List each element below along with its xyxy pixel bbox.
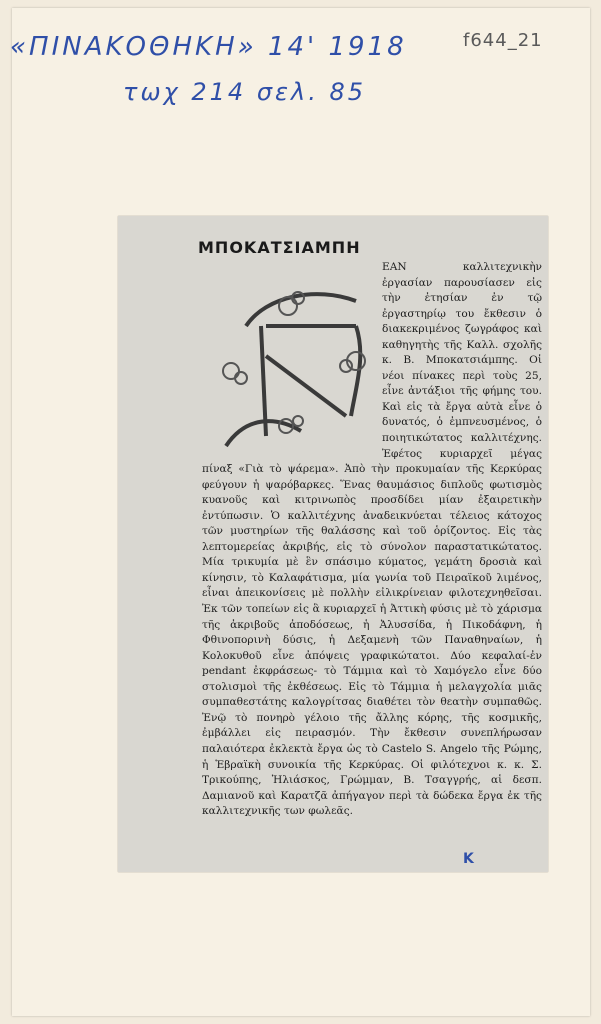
handwritten-title: «ΠΙΝΑΚΟΘΗΚΗ» 14' 1918: [10, 32, 407, 62]
initial-space: [202, 260, 382, 461]
archive-reference: f644_21: [463, 30, 543, 51]
article-body: [202, 260, 542, 865]
article-text: ΕΑΝ καλλιτεχνικὴν ἐργασίαν παρουσίασεν εἰς τὴν ἐτησίαν ἐν τῷ ἐργαστηρίῳ του ἔκθεσιν ὁ διακεκριμένος ζωγράφος καὶ καθηγητὴς τῆς Καλλ. σχολῆς κ. Β. Μποκατσιάμπης. Οἱ νέοι πίνακες περὶ τοὺς 25, εἶνε ἀντάξιοι τῆς φήμης του. Καὶ εἰς τὰ ἔργα αὐτὰ εἶνε ὁ δυνατός, ὁ ἐμπνευσμένος, ὁ ποιητικώτατος καλλιτέχνης. Ἐφέτος κυριαρχεῖ μέγας πίναξ «Γιὰ τὸ ψάρεμα». Ἀπὸ τὴν προκυμαίαν τῆς Κερκύρας φεύγουν ἡ ψαρόβαρκες. Ἕνας θαυμάσιος διπλοῦς φωτισμὸς κυανοῦς καὶ κιτρινωπὸς προσδίδει μίαν ἐξαιρετικὴν ἐντύπωσιν. Ὁ καλλιτέχνης ἀναδεικνύεται τέλειος κάτοχος τῶν μυστηρίων τῆς θαλάσσης καὶ τοῦ ὁρίζοντος. Εἰς τὰς λεπτομερείας ἀκριβής, εἰς τὸ σύνολον παραστατικώτατος. Μία τρικυμία μὲ ἓν σπάσιμο κύματος, γεμάτη δροσιὰ καὶ κίνησιν, τὸ Καλαφάτισμα, μία γωνία τοῦ Πειραϊκοῦ λιμένος, εἶναι ἀπεικονίσεις μὲ πολλὴν εἰλικρίνειαν φιλοτεχνηθεῖσαι. Ἐκ τῶν τοπείων εἰς ἃ κυριαρχεῖ ἡ Ἀττικὴ φύσις μὲ τὸ χάρισμα τῆς ἀκριβοῦς ἀποδόσεως, ἡ Ἀλυσσίδα, ἡ Πικοδάφνη, ἡ Φθινοπορινὴ δύσις, ἡ Δεξαμενὴ τῶν Παναθηναίων, ἡ Κολοκυθοῦ εἶνε ἀπόψεις γραφικώτατοι. Δύο κεφαλαί-ἐν pendant ἐκφράσεως- τὸ Τάμμια καὶ τὸ Χαμόγελο εἶνε δύο στολισμοὶ τῆς ἐκθέσεως. Εἰς τὸ Τάμμια ἡ μελαγχολία μιᾶς συμπαθεστάτης καλογρίτσας διαθέτει τὸν θεατὴν συμπαθῶς. Ἐνῷ τὸ πονηρὸ γέλοιο τῆς ἄλλης κόρης, τῆς κοσμικῆς, ἐμβάλλει εἰς πειρασμόν. Τὴν ἔκθεσιν συνεπλήρωσαν παλαιότερα ἐκλεκτὰ ἔργα ὡς τὸ Castelo S. Angelo τῆς Ρώμης, ἡ Ἑβραϊκὴ συνοικία τῆς Κερκύρας. Οἱ φιλότεχνοι κ. κ. Σ. Τρικούπης, Ἠλιάσκος, Γρώμμαν, Β. Τσαγγρής, αἱ δεσπ. Δαμιανοῦ καὶ Καρατζᾶ ἀπήγαγον περὶ τὰ δώδεκα ἔργα ἐκ τῆς καλλιτεχνικῆς των φωλεᾶς.: [202, 261, 542, 818]
handwritten-issue: τωχ 214 σελ. 85: [123, 78, 366, 106]
clipping-heading: ΜΠΟΚΑΤΣΙΑΜΠΗ: [198, 238, 361, 257]
newspaper-clipping: [118, 216, 548, 872]
handwritten-mark: K: [463, 851, 474, 867]
